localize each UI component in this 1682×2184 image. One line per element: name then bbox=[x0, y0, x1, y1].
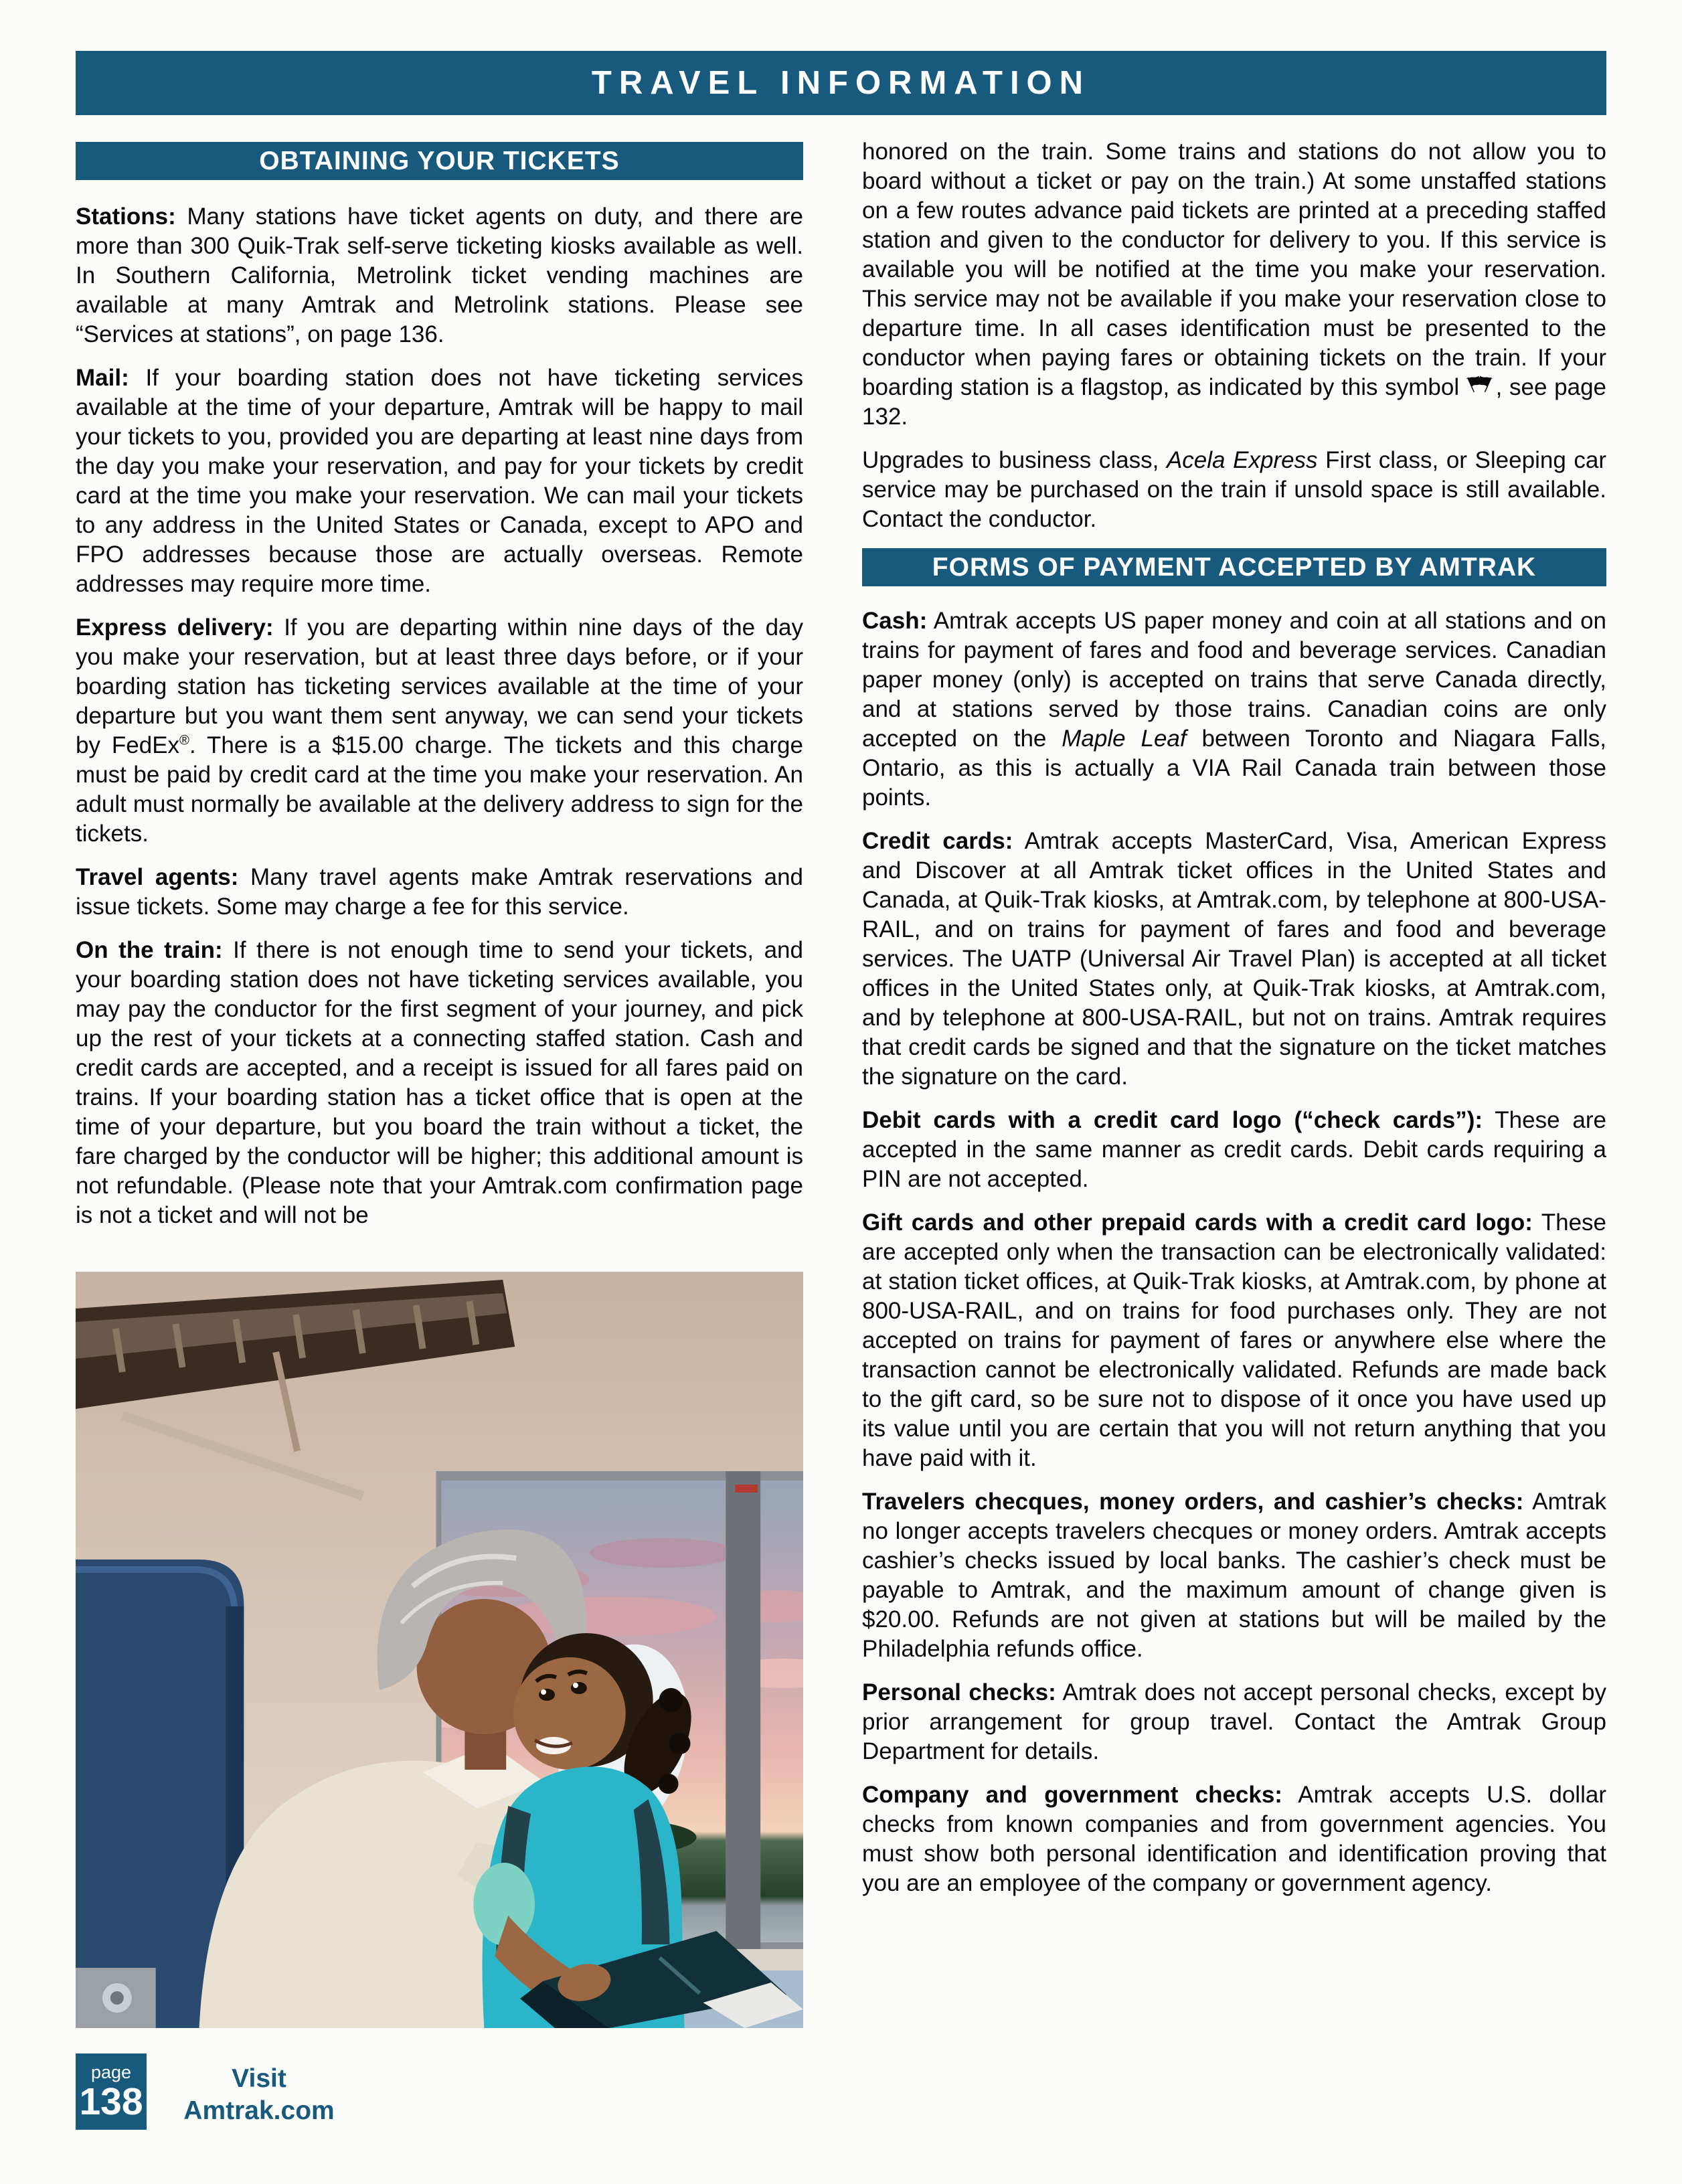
paragraph: Credit cards: Amtrak accepts MasterCard, Visa, American Express and Discover at all Amtrak ticket offices in the United States and Canada, at Quik-Trak kiosks, at Amtrak.com, by telephone at 800-USA-RAIL, and on trains for payment of fares and food and beverage services. The UATP (Universal Air Travel Plan) is accepted at all ticket offices in the United States only, at Quik-Trak kiosks, at Amtrak.com, and by telephone at 800-USA-RAIL, but not on trains. Amtrak requires that credit cards be signed and that the signature on the ticket matches the signature on the card. bbox=[862, 828, 1606, 1090]
right-column bbox=[862, 137, 1606, 1912]
visit-line1: Visit bbox=[232, 2064, 286, 2093]
visit-line2: Amtrak.com bbox=[183, 2096, 335, 2125]
paragraph: Upgrades to business class, Acela Express First class, or Sleeping car service may be purchased on the train if unsold space is still available. Contact the conductor. bbox=[862, 447, 1606, 532]
paragraph: Express delivery: If you are departing within nine days of the day you make your reservation, but at least three days before, or if your boarding station has ticketing services available at the time of your departure but you want them sent anyway, we can send your tickets by FedEx®. There is a $15.00 charge. The tickets and this charge must be paid by credit card at the time you make your reservation. An adult must normally be available at the delivery address to sign for the tickets. bbox=[76, 614, 803, 847]
visit-amtrak-link bbox=[169, 2063, 349, 2127]
section-banner-forms-of-payment bbox=[862, 548, 1606, 586]
paragraph: Mail: If your boarding station does not have ticketing services available at the time of your departure, Amtrak will be happy to mail your tickets to you, provided you are departing at least nine days from the day you make your reservation, and pay for your tickets by credit card at the time you make your reservation. We can mail your tickets to any address in the United States or Canada, except to APO and FPO addresses because those are actually overseas. Remote addresses may require more time. bbox=[76, 365, 803, 597]
page-title: TRAVEL INFORMATION bbox=[591, 65, 1091, 101]
paragraph: Personal checks: Amtrak does not accept personal checks, except by prior arrangement for group travel. Contact the Amtrak Group Department for details. bbox=[862, 1679, 1606, 1764]
section-title: OBTAINING YOUR TICKETS bbox=[259, 146, 620, 175]
paragraph: honored on the train. Some trains and stations do not allow you to board without a ticket or pay on the train.) At some unstaffed stations on a few routes advance paid tickets are printed at a preceding staffed station and given to the conductor for delivery to you. If this service is available you will be notified at the time you make your reservation. This service may not be available if you make your reservation close to departure time. In all cases identification must be presented to the conductor when paying fares or obtaining tickets on the train. If your boarding station is a flagstop, as indicated by this symbol ⚑ ⚑, see page 132. bbox=[862, 137, 1606, 432]
right-column-payment-text bbox=[862, 606, 1606, 1898]
paragraph: Company and government checks: Amtrak accepts U.S. dollar checks from known companies and from government agencies. You must show both personal identification and identification proving that you are an employee of the company or government agency. bbox=[862, 1782, 1606, 1896]
paragraph: Travelers checques, money orders, and cashier’s checks: Amtrak no longer accepts travelers checques or money orders. Amtrak accepts cashier’s checks issued by local banks. The cashier’s check must be payable to Amtrak, and the maximum amount of change given is $20.00. Refunds are not given at stations but will be mailed by the Philadelphia refunds office. bbox=[862, 1489, 1606, 1662]
paragraph: Travel agents: Many travel agents make Amtrak reservations and issue tickets. Some may charge a fee for this service. bbox=[76, 864, 803, 920]
page-number: 138 bbox=[79, 2080, 143, 2123]
right-column-top-text bbox=[862, 137, 1606, 534]
paragraph: Gift cards and other prepaid cards with a credit card logo: These are accepted only when the transaction can be electronically validated: at station ticket offices, at Quik-Trak kiosks, at Amtrak.com, by phone at 800-USA-RAIL, and on trains for food purchases only. They are not accepted on trains for payment of fares or anywhere else where the transaction cannot be electronically validated. Refunds are made back to the gift card, so be sure not to dispose of it once you have used up its value until you are certain that you will not return anything that you have paid with it. bbox=[862, 1209, 1606, 1471]
paragraph: Debit cards with a credit card logo (“check cards”): These are accepted in the same manner as credit cards. Debit cards requiring a PIN are not accepted. bbox=[862, 1107, 1607, 1192]
left-column-text bbox=[76, 202, 803, 1230]
left-column bbox=[76, 142, 803, 1244]
crossed-flags-icon bbox=[1466, 374, 1496, 398]
page-title-banner bbox=[76, 51, 1606, 115]
page-label: page bbox=[90, 2062, 132, 2082]
section-banner-obtaining-tickets bbox=[76, 142, 803, 180]
section-title: FORMS OF PAYMENT ACCEPTED BY AMTRAK bbox=[932, 552, 1537, 582]
paragraph: On the train: If there is not enough time to send your tickets, and your boarding station does not have ticketing services available, you may pay the conductor for the first segment of your journey, and pick up the rest of your tickets at a connecting staffed station. Cash and credit cards are accepted, and a receipt is issued for all fares paid on trains. If your boarding station has a ticket office that is open at the time of your departure, but you board the train without a ticket, the fare charged by the conductor will be higher; this additional amount is not refundable. (Please note that your Amtrak.com confirmation page is not a ticket and will not be bbox=[76, 937, 803, 1228]
photo-grandmother-and-girl-reading-on-train bbox=[76, 1272, 803, 2028]
paragraph: Stations: Many stations have ticket agents on duty, and there are more than 300 Quik-Trak self-serve ticketing kiosks available as well. In Southern California, Metrolink ticket vending machines are available at many Amtrak and Metrolink stations. Please see “Services at stations”, on page 136. bbox=[76, 203, 803, 347]
page-number-badge bbox=[76, 2053, 147, 2130]
train-interior-illustration bbox=[76, 1272, 803, 2028]
paragraph: Cash: Amtrak accepts US paper money and coin at all stations and on trains for payment of fares and food and beverage services. Canadian paper money (only) is accepted on trains that serve Canada directly, and at stations served by those trains. Canadian coins are only accepted on the Maple Leaf between Toronto and Niagara Falls, Ontario, as this is actually a VIA Rail Canada train between those points. bbox=[862, 608, 1607, 811]
